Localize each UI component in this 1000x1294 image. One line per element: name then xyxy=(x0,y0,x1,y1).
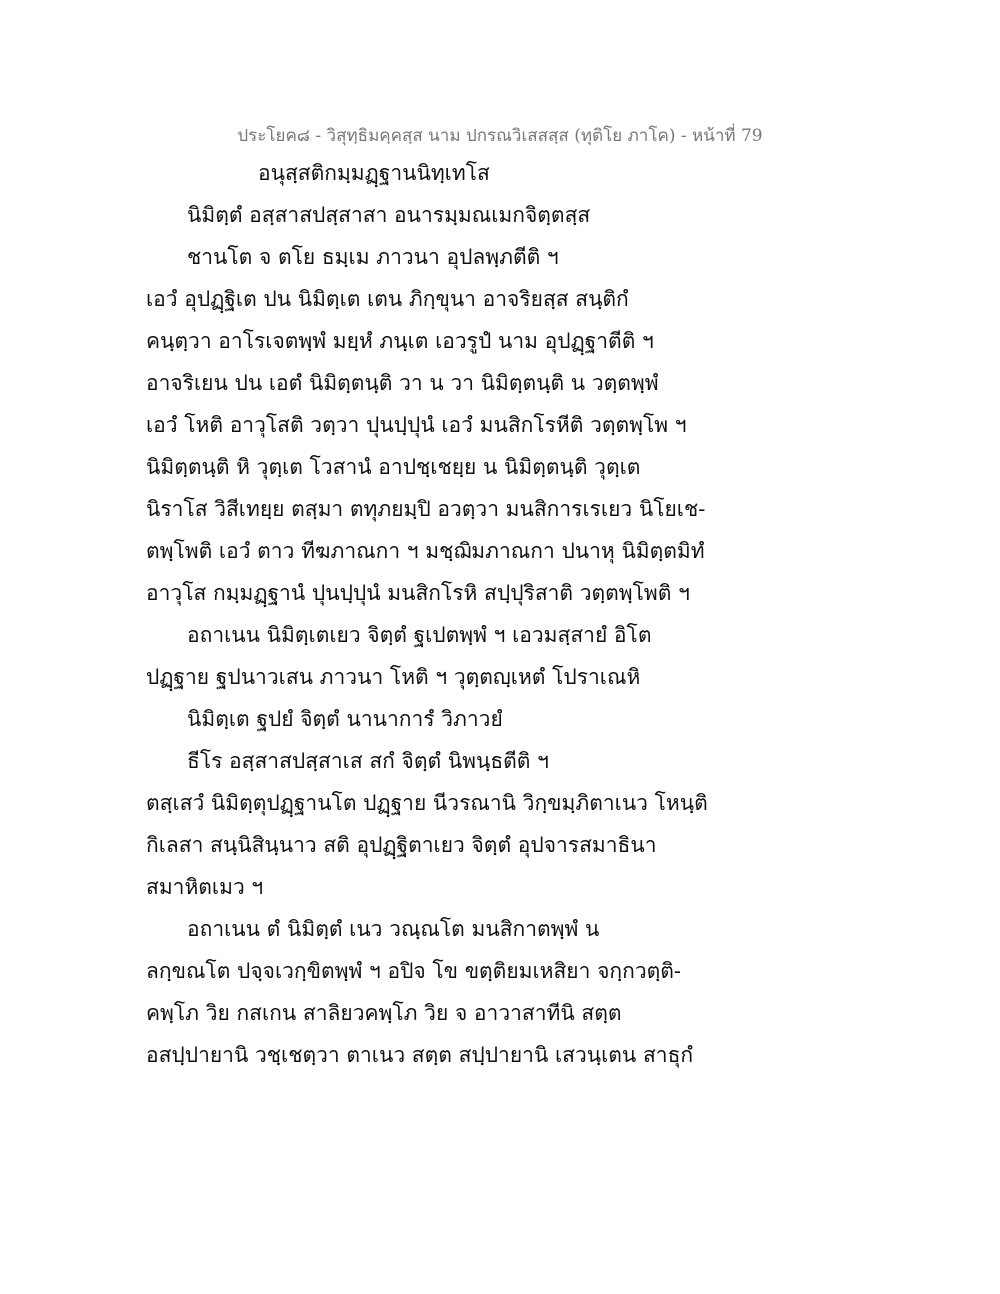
text-line: เอวํ อุปฏฺฐิเต ปน นิมิตฺเต เตน ภิกฺขุนา อาจริยสฺส สนฺติกํ xyxy=(146,287,629,311)
text-line: คพฺโภ วิย กสเกน สาลิยวคพฺโภ วิย จ อาวาสาทีนิ สตฺต xyxy=(146,1001,622,1025)
text-line: กิเลสา สนฺนิสินฺนาว สติ อุปฏฺฐิตาเยว จิตฺตํ อุปจารสมาธินา xyxy=(146,833,657,857)
text-line: ปฏฺฐาย ฐปนาวเสน ภาวนา โหติ ฯ วุตฺตญฺเหตํ โปราเณหิ xyxy=(146,665,641,689)
text-line: เอวํ โหติ อาวุโสติ วตฺวา ปุนปฺปุนํ เอวํ มนสิกโรหีติ วตฺตพฺโพ ฯ xyxy=(146,413,687,437)
text-line: อาวุโส กมฺมฏฺฐานํ ปุนปฺปุนํ มนสิกโรหิ สปฺปุริสาติ วตฺตพฺโพติ ฯ xyxy=(146,581,690,605)
verse-line: ธีโร อสฺสาสปสฺสาเส สกํ จิตฺตํ นิพนฺธตีติ ฯ xyxy=(187,749,549,773)
text-line: คนฺตฺวา อาโรเจตพฺพํ มยฺหํ ภนฺเต เอวรูปํ นาม อุปฏฺฐาตีติ ฯ xyxy=(146,329,654,353)
text-line: ตพฺโพติ เอวํ ตาว ทีฆภาณกา ฯ มชฺฌิมภาณกา ปนาหุ นิมิตฺตมิทํ xyxy=(146,539,705,563)
text-line: ตสฺเสวํ นิมิตฺตุปฏฺฐานโต ปฏฺฐาย นีวรณานิ วิกฺขมฺภิตาเนว โหนฺติ xyxy=(146,791,708,815)
text-line: อสปฺปายานิ วชฺเชตฺวา ตาเนว สตฺต สปฺปายานิ เสวนฺเตน สาธุกํ xyxy=(146,1043,694,1067)
section-title: อนุสฺสติกมฺมฏฺฐานนิทฺเทโส xyxy=(258,161,490,185)
text-line: อถาเนน ตํ นิมิตฺตํ เนว วณฺณโต มนสิกาตพฺพํ น xyxy=(187,917,600,941)
verse-line: นิมิตฺเต ฐปยํ จิตฺตํ นานาการํ วิภาวยํ xyxy=(187,707,503,731)
verse-line: ชานโต จ ตโย ธมฺเม ภาวนา อุปลพฺภตีติ ฯ xyxy=(187,245,559,269)
text-line: นิมิตฺตนฺติ หิ วุตฺเต โวสานํ อาปชฺเชยฺย น นิมิตฺตนฺติ วุตฺเต xyxy=(146,455,641,479)
text-line: สมาหิตเมว ฯ xyxy=(146,875,264,899)
text-line: ลกฺขณโต ปจฺจเวกฺขิตพฺพํ ฯ อปิจ โข ขตฺติยมเหสิยา จกฺกวตฺติ- xyxy=(146,959,681,983)
page-header: ประโยค๘ - วิสุทฺธิมคฺคสฺส นาม ปกรณวิเสสสฺส (ทุติโย ภาโค) - หน้าที่ 79 xyxy=(237,126,763,146)
verse-line: นิมิตฺตํ อสฺสาสปสฺสาสา อนารมฺมณเมกจิตฺตสฺส xyxy=(187,203,591,227)
text-line: อถาเนน นิมิตฺเตเยว จิตฺตํ ฐเปตพฺพํ ฯ เอวมสฺสายํ อิโต xyxy=(187,623,652,647)
text-line: นิราโส วิสีเทยฺย ตสฺมา ตทุภยมฺปิ อวตฺวา มนสิการเรเยว นิโยเช- xyxy=(146,497,706,521)
text-line: อาจริเยน ปน เอตํ นิมิตฺตนฺติ วา น วา นิมิตฺตนฺติ น วตฺตพฺพํ xyxy=(146,371,659,395)
